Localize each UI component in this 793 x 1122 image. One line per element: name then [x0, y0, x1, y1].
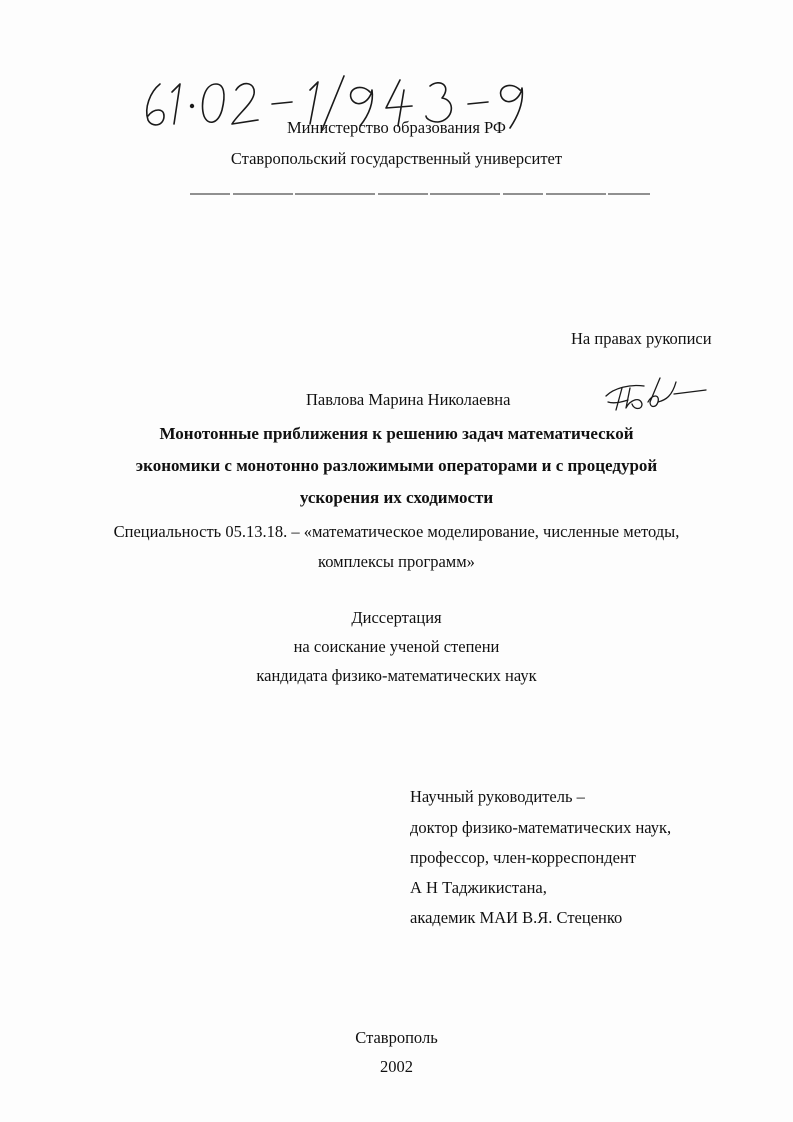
title-line-3: ускорения их сходимости — [299, 488, 494, 507]
supervisor-line-2: доктор физико-математических наук, — [410, 818, 672, 837]
author-name: Павлова Марина Николаевна — [306, 390, 511, 409]
title-line-2: экономики с монотонно разложимыми операторами и с процедурой — [135, 456, 658, 475]
university-name: Ставропольский государственный университет — [230, 149, 563, 168]
supervisor-line-5: академик МАИ В.Я. Стеценко — [410, 908, 623, 927]
specialty-line-1: Специальность 05.13.18. – «математическое моделирование, численные методы, — [113, 522, 680, 541]
header-divider — [190, 193, 650, 195]
supervisor-line-3: профессор, член-корреспондент — [410, 848, 636, 867]
specialty-line-2: комплексы программ» — [318, 552, 475, 571]
footer-city: Ставрополь — [355, 1028, 438, 1047]
footer-year: 2002 — [380, 1057, 413, 1076]
degree-line-3: кандидата физико-математических наук — [256, 666, 537, 685]
rights-note: На правах рукописи — [571, 329, 712, 348]
title-line-1: Монотонные приближения к решению задач математической — [159, 424, 634, 443]
degree-line-2: на соискание ученой степени — [293, 637, 500, 656]
ministry-name: Министерство образования РФ — [287, 118, 506, 137]
supervisor-line-4: А Н Таджикистана, — [410, 878, 547, 897]
supervisor-line-1: Научный руководитель – — [410, 787, 585, 806]
degree-line-1: Диссертация — [351, 608, 442, 627]
author-signature — [600, 374, 710, 414]
